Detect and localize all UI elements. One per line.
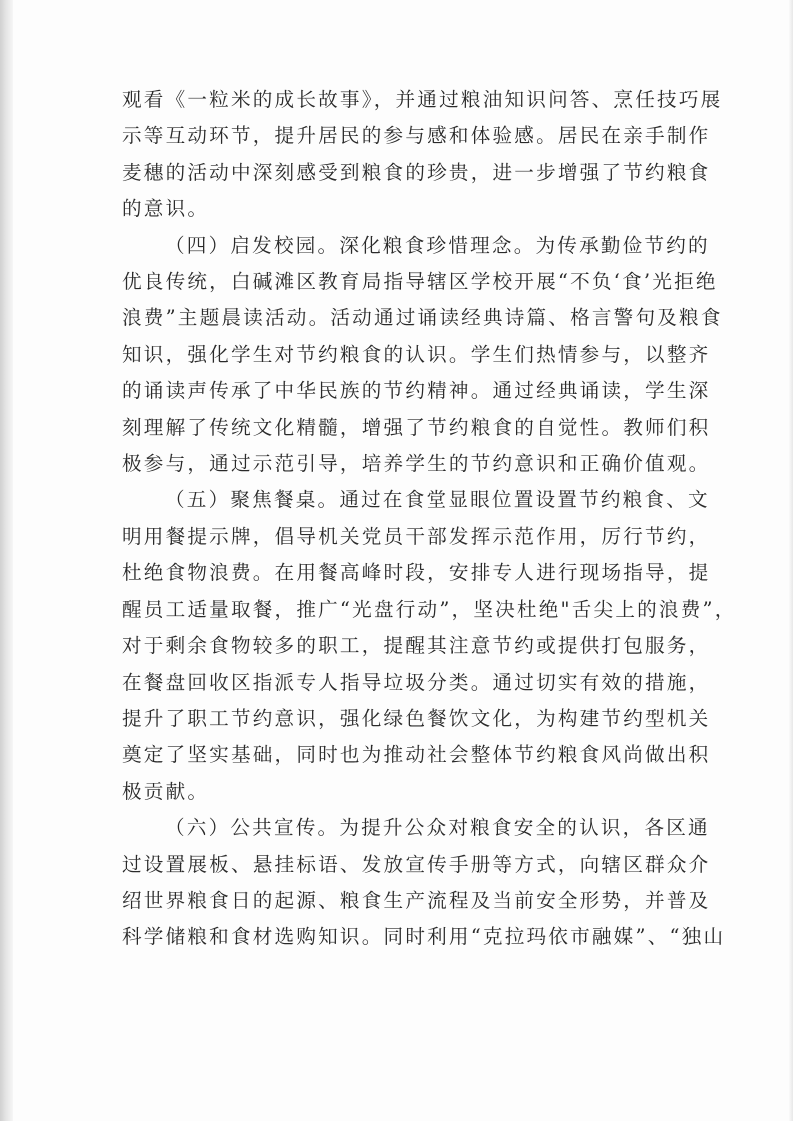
scan-edge-shadow [0,0,13,1121]
text-line: 的诵读声传承了中华民族的节约精神。通过经典诵读，学生深 [122,379,711,403]
text-line: 示等互动环节，提升居民的参与感和体验感。居民在亲手制作 [122,124,711,148]
text-line: 奠定了坚实基础，同时也为推动社会整体节约粮食风尚做出积 [122,743,711,767]
text-line: 明用餐提示牌，倡导机关党员干部发挥示范作用，厉行节约， [122,524,711,548]
text-line: 知识，强化学生对节约粮食的认识。学生们热情参与，以整齐 [122,342,711,366]
text-line: 提升了职工节约意识，强化绿色餐饮文化，为构建节约型机关 [122,706,711,730]
text-line: （五）聚焦餐桌。通过在食堂显眼位置设置节约粮食、文 [165,488,710,512]
scan-edge-shadow-right [789,0,793,1121]
text-line: 的意识。 [122,197,210,221]
text-line: 绍世界粮食日的起源、粮食生产流程及当前安全形势，并普及 [122,888,711,912]
text-line: 麦穗的活动中深刻感受到粮食的珍贵，进一步增强了节约粮食 [122,160,711,184]
text-line: 观看《一粒米的成长故事》，并通过粮油知识问答、烹任技巧展 [122,88,723,111]
text-line: 过设置展板、悬挂标语、发放宣传手册等方式，向辖区群众介 [122,852,711,876]
text-line: （四）启发校园。深化粮食珍惜理念。为传承勤俭节约的 [165,233,710,257]
text-line: 浪费”主题晨读活动。活动通过诵读经典诗篇、格言警句及粮食 [122,306,723,330]
paragraph-continuation [122,82,723,228]
text-line: 杜绝食物浪费。在用餐高峰时段，安排专人进行现场指导，提 [122,561,711,585]
text-line: 在餐盘回收区指派专人指导垃圾分类。通过切实有效的措施， [122,670,711,694]
text-line: 极贡献。 [122,779,210,803]
text-line: 极参与，通过示范引导，培养学生的节约意识和正确价值观。 [122,452,711,476]
text-line: 科学储粮和食材选购知识。同时利用“克拉玛依市融媒”、“独山 [122,925,726,949]
document-body [122,82,737,956]
paragraph-dining-table [122,482,737,810]
text-line: 优良传统，白碱滩区教育局指导辖区学校开展“不负‘食’光拒绝 [122,270,718,294]
text-line: 醒员工适量取餐，推广“光盘行动”，坚决杜绝"舌尖上的浪费”， [122,597,737,621]
paragraph-public-promotion [122,810,726,956]
text-line: 对于剩余食物较多的职工，提醒其注意节约或提供打包服务， [122,634,711,658]
paragraph-campus [122,228,723,483]
text-line: （六）公共宣传。为提升公众对粮食安全的认识，各区通 [165,816,710,840]
text-line: 刻理解了传统文化精髓，增强了节约粮食的自觉性。教师们积 [122,415,711,439]
